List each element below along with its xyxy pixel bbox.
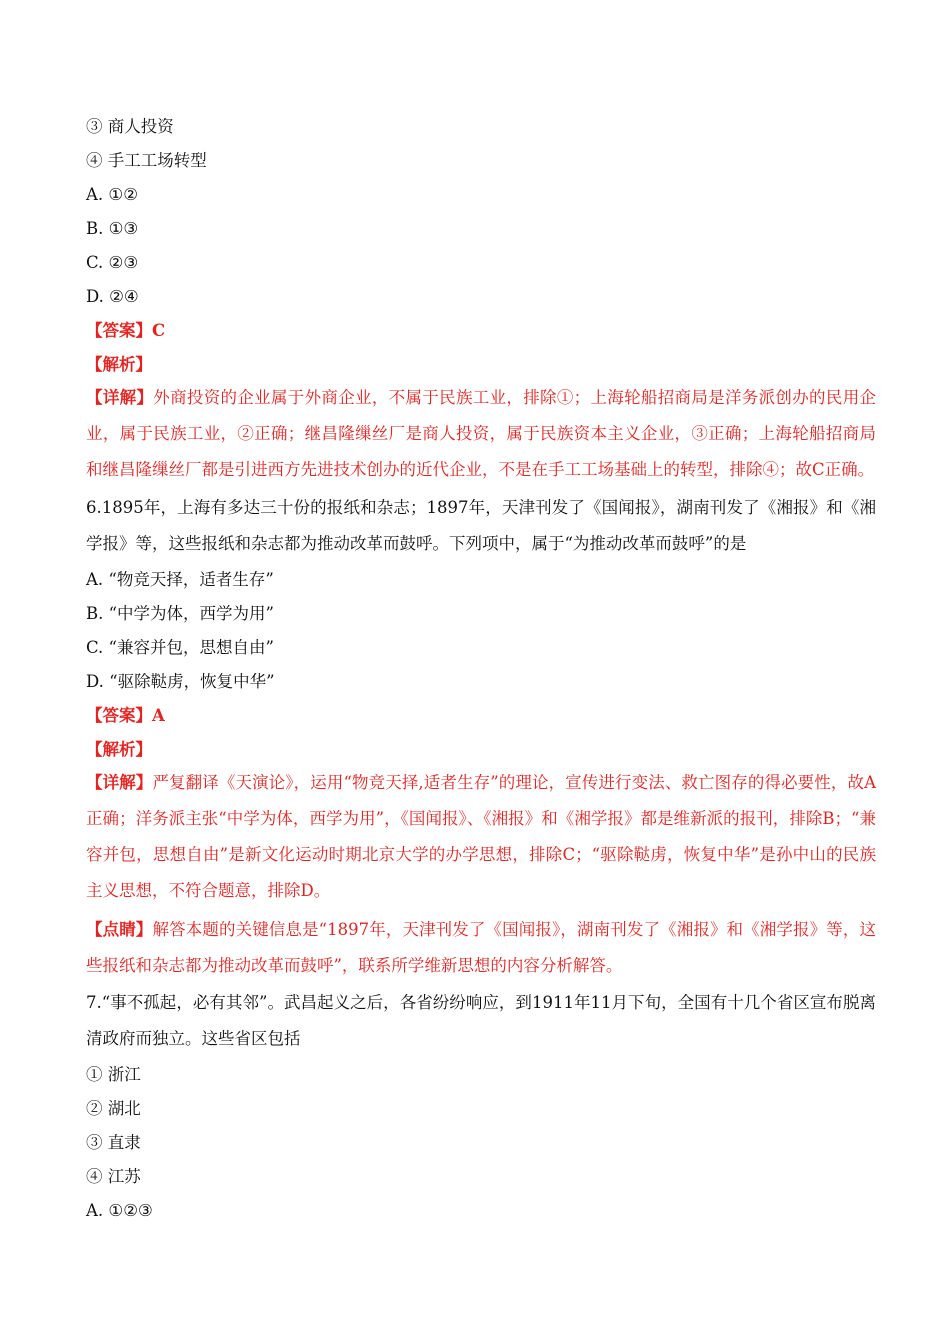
q5-option-c: C. ②③ bbox=[86, 253, 139, 272]
q5-detail bbox=[86, 380, 876, 488]
q6-answer-tag: 【答案】 bbox=[86, 706, 152, 725]
q5-item-4: ④ 手工工场转型 bbox=[86, 151, 207, 170]
q7-item-2: ② 湖北 bbox=[86, 1099, 141, 1118]
q5-option-a: A. ①② bbox=[86, 185, 138, 204]
q7-item-3: ③ 直隶 bbox=[86, 1133, 141, 1152]
q6-analysis-tag: 【解析】 bbox=[86, 740, 152, 759]
q6-option-b: B. “中学为体，西学为用” bbox=[86, 604, 274, 623]
q6-detail-tag: 【详解】 bbox=[86, 773, 153, 792]
q7-item-4: ④ 江苏 bbox=[86, 1167, 141, 1186]
q7-item-1: ① 浙江 bbox=[86, 1065, 141, 1084]
q5-detail-text: 外商投资的企业属于外商企业，不属于民族工业，排除①；上海轮船招商局是洋务派创办的民用企业，属于民族工业，②正确；继昌隆缫丝厂是商人投资，属于民族资本主义企业，③正确；上海轮船招商局和继昌隆缫丝厂都是引进西方先进技术创办的近代企业，不是在手工工场基础上的转型，排除④；故C正确。 bbox=[86, 388, 877, 479]
q7-stem: 7.“事不孤起，必有其邻”。武昌起义之后，各省纷纷响应，到1911年11月下旬，全国有十几个省区宣布脱离清政府而独立。这些省区包括 bbox=[86, 993, 876, 1048]
q5-answer-tag: 【答案】 bbox=[86, 321, 152, 340]
q6-option-c: C. “兼容并包，思想自由” bbox=[86, 638, 274, 657]
q6-hint-text: 解答本题的关键信息是“1897年，天津刊发了《国闻报》，湖南刊发了《湘报》和《湘学报》等，这些报纸和杂志都为推动改革而鼓呼”，联系所学维新思想的内容分析解答。 bbox=[86, 920, 877, 975]
q5-item-3: ③ 商人投资 bbox=[86, 117, 174, 136]
q5-analysis-tag: 【解析】 bbox=[86, 355, 152, 374]
q5-option-b: B. ①③ bbox=[86, 219, 139, 238]
q6-hint-tag: 【点睛】 bbox=[86, 920, 153, 939]
q5-answer-value: C bbox=[152, 321, 166, 340]
q6-option-d: D. “驱除鞑虏，恢复中华” bbox=[86, 672, 275, 691]
q6-option-a: A. “物竞天择，适者生存” bbox=[86, 570, 274, 589]
q6-answer-value: A bbox=[152, 706, 165, 725]
q5-answer bbox=[86, 321, 876, 341]
q5-option-d: D. ②④ bbox=[86, 287, 139, 306]
q5-detail-tag: 【详解】 bbox=[86, 388, 154, 407]
q6-detail-text: 严复翻译《天演论》，运用“物竞天择,适者生存”的理论，宣传进行变法、救亡图存的得必要性，故A正确；洋务派主张“中学为体，西学为用”，《国闻报》、《湘报》和《湘学报》都是维新派的报刊，排除B；“兼容并包，思想自由”是新文化运动时期北京大学的办学思想，排除C；“驱除鞑虏，恢复中华”是孙中山的民族主义思想，不符合题意，排除D。 bbox=[86, 773, 877, 900]
q6-hint bbox=[86, 912, 876, 984]
q6-stem: 6.1895年，上海有多达三十份的报纸和杂志；1897年，天津刊发了《国闻报》，湖南刊发了《湘报》和《湘学报》等，这些报纸和杂志都为推动改革而鼓呼。下列项中，属于“为推动改革而鼓呼”的是 bbox=[86, 498, 876, 553]
q7-option-a: A. ①②③ bbox=[86, 1201, 153, 1220]
q6-answer bbox=[86, 706, 876, 726]
q6-detail bbox=[86, 765, 876, 909]
